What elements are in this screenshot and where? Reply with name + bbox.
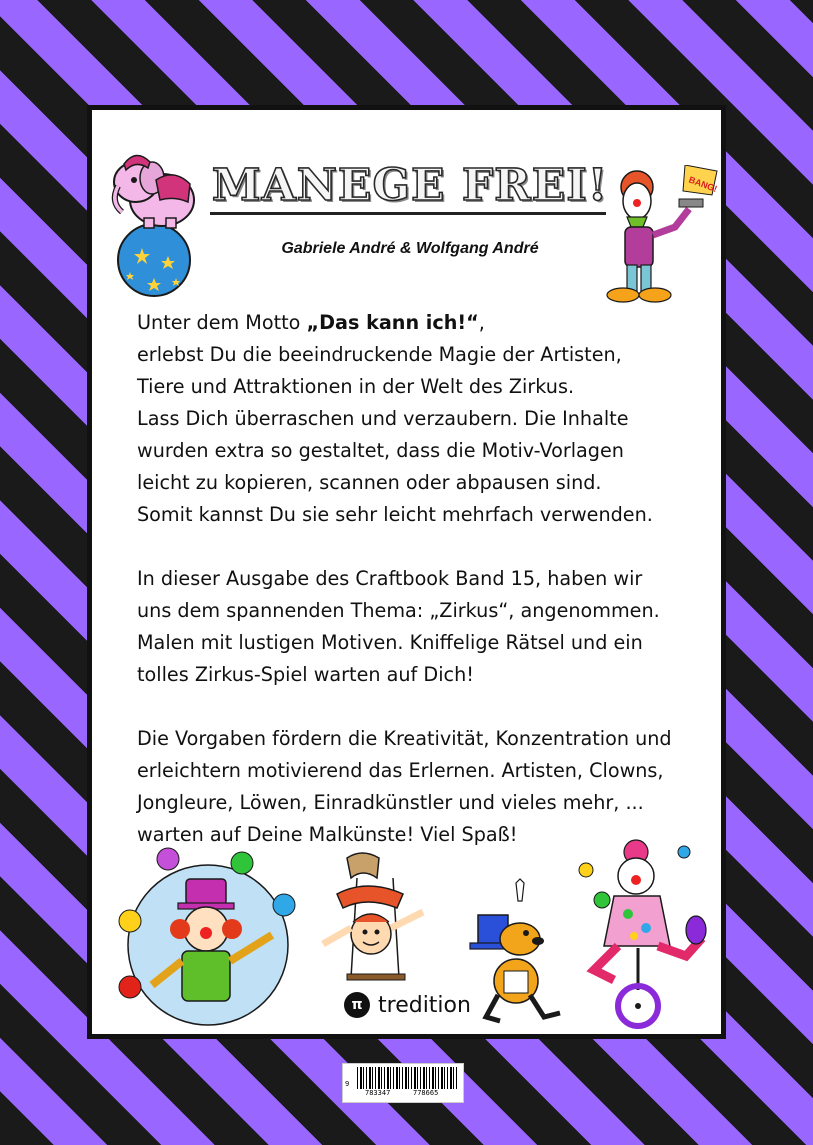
cover-panel <box>87 105 726 1039</box>
isbn-barcode <box>342 1063 464 1103</box>
unicycle-clown-illustration <box>574 830 719 1030</box>
text-line: In dieser Ausgabe des Craftbook Band 15, haben wir <box>137 567 643 590</box>
publisher-logo <box>344 990 471 1020</box>
text-line: Lass Dich überraschen und verzaubern. Die Inhalte <box>137 407 629 430</box>
elephant-on-ball-illustration <box>104 140 204 300</box>
bang-sign-text: BANG! <box>687 174 719 194</box>
text-line: leicht zu kopieren, scannen oder abpausen sind. <box>137 471 602 494</box>
title-underline <box>210 212 606 215</box>
text-line: wurden extra so gestaltet, dass die Motiv-Vorlagen <box>137 439 624 462</box>
paragraph-1 <box>137 307 717 531</box>
text-line <box>137 307 717 339</box>
text-line: Somit kannst Du sie sehr leicht mehrfach verwenden. <box>137 503 653 526</box>
book-title: MANEGE FREI! <box>211 160 609 211</box>
tredition-logo-icon: π <box>344 992 370 1018</box>
publisher-name: tredition <box>378 992 471 1018</box>
barcode-group-2: 778665 <box>413 1089 439 1097</box>
authors-line: Gabriele André & Wolfgang André <box>281 240 539 257</box>
text-line: uns dem spannenden Thema: „Zirkus“, angenommen. <box>137 599 660 622</box>
juggling-clown-illustration <box>112 845 307 1030</box>
barcode-bars <box>357 1067 457 1089</box>
description-text <box>137 307 717 883</box>
text-line: Die Vorgaben fördern die Kreativität, Konzentration und <box>137 727 672 750</box>
text-line: Tiere und Attraktionen in der Welt des Zirkus. <box>137 375 575 398</box>
motto-text: „Das kann ich!“ <box>306 311 479 334</box>
text-segment: , <box>478 311 485 334</box>
text-line: warten auf Deine Malkünste! Viel Spaß! <box>137 823 518 846</box>
clown-with-pistol-illustration <box>597 165 722 325</box>
dog-with-top-hat-illustration <box>464 875 574 1030</box>
text-line: Malen mit lustigen Motiven. Kniffelige Rätsel und ein <box>137 631 643 654</box>
paragraph-2 <box>137 563 717 691</box>
text-line: erleichtern motivierend das Erlernen. Artisten, Clowns, <box>137 759 664 782</box>
text-line: Jongleure, Löwen, Einradkünstler und vieles mehr, ... <box>137 791 644 814</box>
trapeze-acrobat-illustration <box>307 848 447 988</box>
barcode-first-digit: 9 <box>345 1080 350 1088</box>
text-line: erlebst Du die beeindruckende Magie der Artisten, <box>137 343 622 366</box>
text-line: tolles Zirkus-Spiel warten auf Dich! <box>137 663 474 686</box>
barcode-group-1: 783347 <box>365 1089 391 1097</box>
text-segment: Unter dem Motto <box>137 311 307 334</box>
